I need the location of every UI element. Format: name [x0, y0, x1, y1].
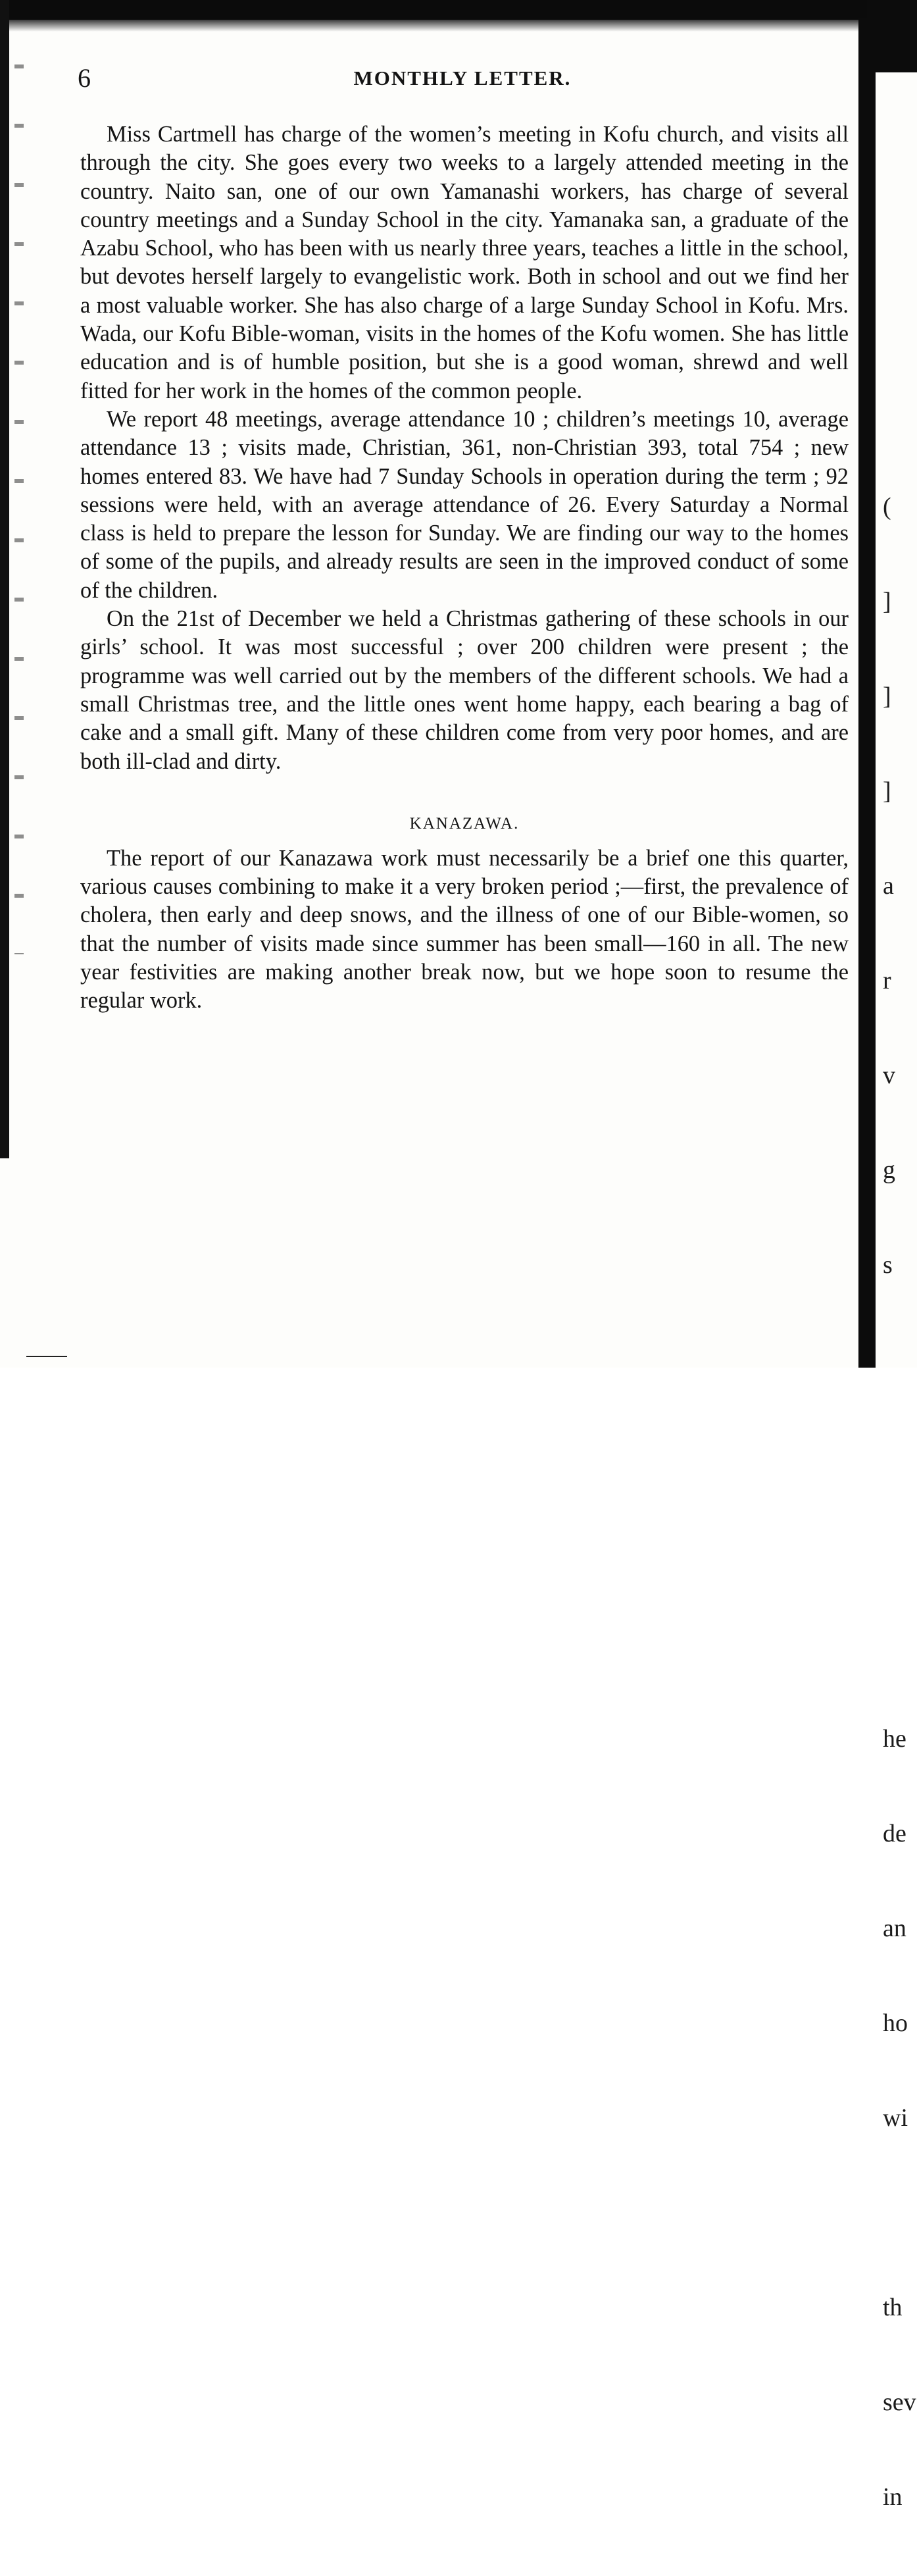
adjacent-fragment: ho: [883, 2009, 908, 2037]
scan-border-top-right: [867, 0, 917, 72]
scan-shadow-top: [0, 20, 875, 32]
adjacent-fragment: a: [883, 872, 894, 900]
adjacent-fragment: wi: [883, 2104, 908, 2132]
adjacent-fragment: [883, 1439, 917, 1470]
adjacent-fragment: an: [883, 1915, 906, 1942]
adjacent-fragment: [883, 2197, 917, 2228]
scan-border-top: [0, 0, 917, 20]
adjacent-fragment: r: [883, 967, 891, 994]
adjacent-fragment: [883, 1628, 917, 1660]
bottom-rule: [26, 1356, 67, 1357]
adjacent-fragment: ]: [883, 588, 891, 615]
section-heading: KANAZAWA.: [409, 814, 520, 833]
adjacent-fragment: [883, 1533, 917, 1565]
adjacent-fragment: g: [883, 1156, 895, 1184]
adjacent-fragment: s: [883, 1251, 893, 1279]
page-header: [78, 63, 847, 94]
adjacent-fragment: (: [883, 493, 891, 521]
adjacent-page-fragments: [883, 428, 917, 2511]
adjacent-fragment: [883, 1344, 917, 1376]
running-title: MONTHLY LETTER.: [353, 66, 572, 90]
paragraph-christmas-gathering: On the 21st of December we held a Christmas gathering of these schools in our girls’ school. It was most successful ; over 200 children were present ; the programme was well carried out by the members of the different schools. We had a small Christmas tree, and the little ones went home happy, each bearing a bag of cake and a small gift. Many of these children come from very poor homes, and are both ill-clad and dirty.: [80, 606, 849, 774]
adjacent-fragment: de: [883, 1820, 906, 1847]
adjacent-fragment: he: [883, 1725, 906, 1753]
adjacent-fragment: th: [883, 2294, 903, 2321]
paragraph-kofu-statistics: We report 48 meetings, average attendance 10 ; children’s meetings 10, average attendance 13 ; visits made, Christian, 361, non-Christian 393, total 754 ; new homes entered 83. We have had 7 Sunday Schools in operation during the term ; 92 sessions were held, with an average attendance of 26. Every Saturday a Normal class is held to prepare the lesson for Sunday. We are finding our way to the homes of some of the pupils, and already results are seen in the improved conduct of some of the children.: [80, 406, 849, 603]
paragraph-kofu-workers: Miss Cartmell has charge of the women’s meeting in Kofu church, and visits all through the city. She goes every two weeks to a largely attended meeting in the country. Naito san, one of our own Yamanashi workers, has charge of several country meetings and a Sunday School in the city. Yamanaka san, a graduate of the Azabu School, who has been with us nearly three years, teaches a little in the school, but devotes herself largely to evangelistic work. Both in school and out we find her a most valuable worker. She has also charge of a large Sunday School in Kofu. Mrs. Wada, our Kofu Bible-woman, visits in the homes of the Kofu women. She has little education and is of humble position, but she is a good woman, shrewd and well fitted for her work in the homes of the common people.: [80, 122, 849, 403]
article-body: [80, 120, 849, 1016]
paragraph-kanazawa-report: The report of our Kanazawa work must necessarily be a brief one this quarter, various causes combining to make it a very broken period ;—first, the prevalence of cholera, then early and deep snows, and the illness of one of our Bible-women, so that the number of visits made since summer has been small—160 in all. The new year festivities are making another break now, but we hope soon to resume the regular work.: [80, 845, 849, 1014]
adjacent-fragment: in: [883, 2483, 903, 2511]
page-gutter-right: [858, 18, 876, 1368]
adjacent-fragment: ]: [883, 683, 891, 710]
adjacent-fragment: ]: [883, 777, 891, 805]
scan-specks-left: [14, 39, 24, 954]
adjacent-fragment: v: [883, 1062, 895, 1089]
scan-border-left: [0, 0, 9, 1158]
page-number: 6: [78, 63, 91, 93]
adjacent-fragment: sev: [883, 2388, 916, 2416]
